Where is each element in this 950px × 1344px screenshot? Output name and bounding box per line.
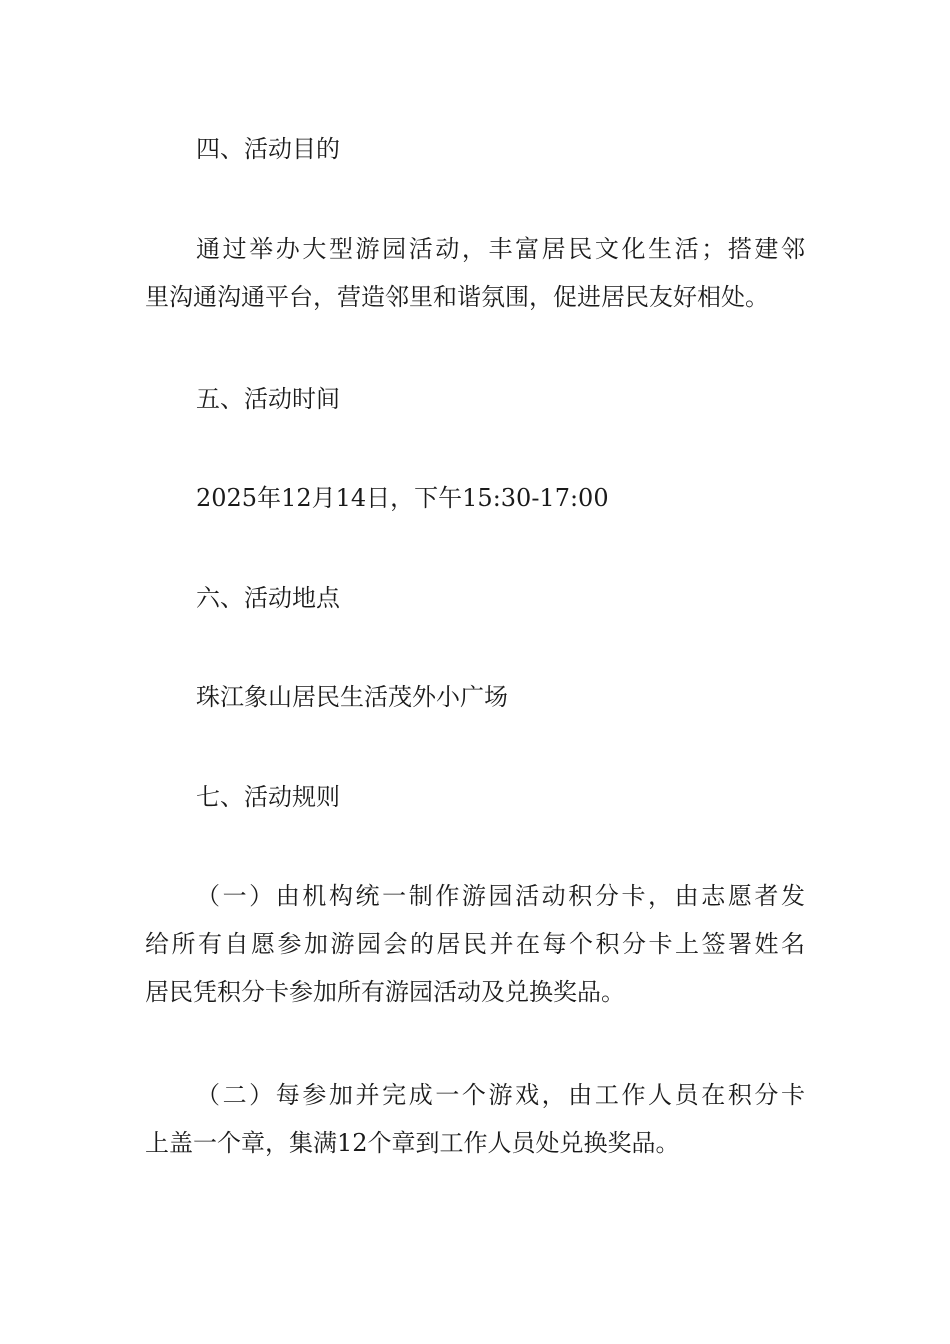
section-heading-purpose: 四、活动目的 xyxy=(196,135,340,163)
rule-paragraph-1 xyxy=(145,872,805,1016)
section-heading-rules: 七、活动规则 xyxy=(196,783,340,811)
section-body-purpose xyxy=(145,225,805,321)
paragraph-line: 珠江象山居民生活茂外小广场 xyxy=(196,683,508,711)
section-body-time xyxy=(145,474,805,522)
section-heading-location: 六、活动地点 xyxy=(196,584,340,612)
rule-paragraph-2 xyxy=(145,1071,805,1167)
paragraph-line: 通过举办大型游园活动，丰富居民文化生活；搭建邻 xyxy=(196,235,805,263)
paragraph-line: 2025年12月14日，下午15:30-17:00 xyxy=(196,484,609,512)
paragraph-line: 居民凭积分卡参加所有游园活动及兑换奖品。 xyxy=(145,978,625,1006)
paragraph-line: 上盖一个章，集满12个章到工作人员处兑换奖品。 xyxy=(145,1129,680,1157)
section-heading-time: 五、活动时间 xyxy=(196,385,340,413)
paragraph-line: 给所有自愿参加游园会的居民并在每个积分卡上签署姓名 xyxy=(145,930,805,958)
paragraph-line: （一）由机构统一制作游园活动积分卡，由志愿者发 xyxy=(196,882,805,910)
paragraph-line: （二）每参加并完成一个游戏，由工作人员在积分卡 xyxy=(196,1081,805,1109)
section-body-location xyxy=(145,673,805,721)
paragraph-line: 里沟通沟通平台，营造邻里和谐氛围，促进居民友好相处。 xyxy=(145,283,769,311)
